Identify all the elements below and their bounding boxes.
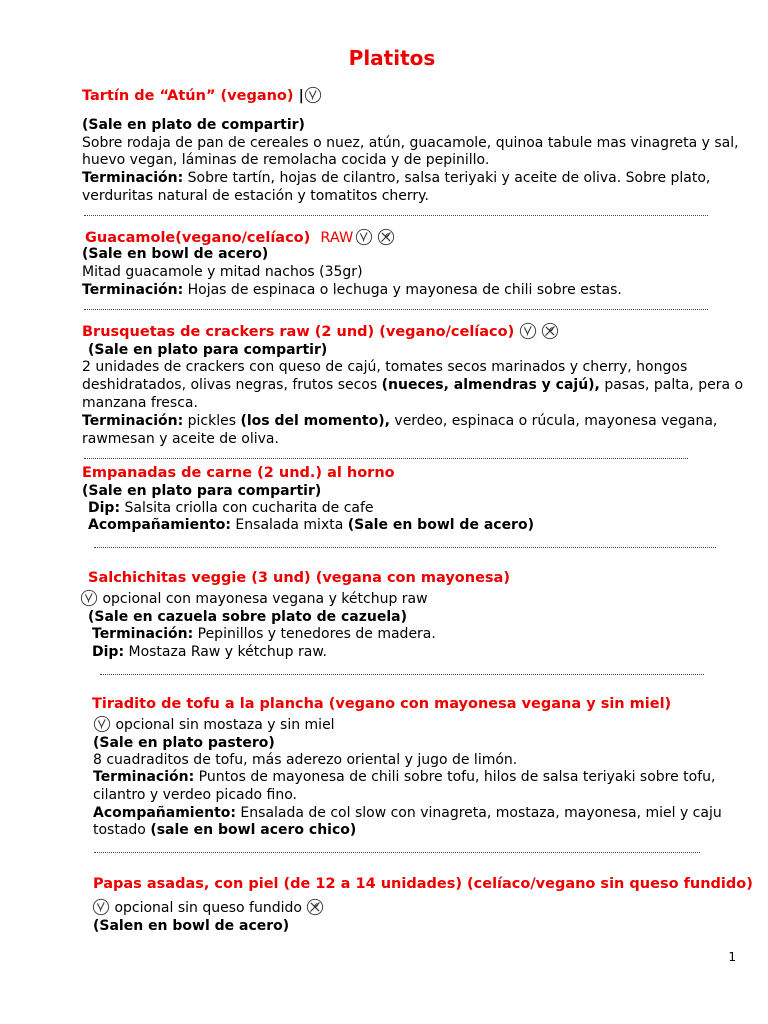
dip-line: Dip: Mostaza Raw y kétchup raw. [92,644,327,660]
dish-heading-tiradito: Tiradito de tofu a la plancha (vegano con mayonesa vegana y sin miel) [92,696,672,712]
termination-line: rawmesan y aceite de oliva. [82,431,279,447]
vegan-leaf-icon [92,898,110,916]
vegan-leaf-icon [304,86,322,104]
description-line: 2 unidades de crackers con queso de cajú, tomates secos marinados y cherry, hongos [82,359,688,375]
termination-line: verduritas natural de estación y tomatitos cherry. [82,188,429,204]
vegan-leaf-icon [519,322,537,340]
description-line: Mitad guacamole y mitad nachos (35gr) [82,264,363,280]
serving-note: (Sale en plato de compartir) [82,117,305,133]
dish-heading-empanadas: Empanadas de carne (2 und.) al horno [82,465,395,481]
description-line: 8 cuadraditos de tofu, más aderezo oriental y jugo de limón. [93,752,518,768]
dish-heading-tartin: Tartín de “Atún” (vegano) | [82,86,322,105]
separator [84,309,708,311]
description-line: huevo vegan, láminas de remolacha cocida y de pepinillo. [82,152,490,168]
termination-line: Terminación: Sobre tartín, hojas de cilantro, salsa teriyaki y aceite de oliva. Sobre plato, [82,170,711,186]
serving-note: (Sale en plato para compartir) [88,342,328,358]
accompaniment-line: tostado (sale en bowl acero chico) [93,822,357,838]
serving-note: (Salen en bowl de acero) [93,918,290,934]
vegan-leaf-icon [355,228,373,246]
serving-note: (Sale en plato para compartir) [82,483,322,499]
termination-line: Terminación: pickles (los del momento), verdeo, espinaca o rúcula, mayonesa vegana, [82,413,718,429]
option-line: opcional sin queso fundido [92,898,324,917]
heading-bar: | [298,88,304,104]
dish-heading-papas: Papas asadas, con piel (de 12 a 14 unidades) (celíaco/vegano sin queso fundido) [93,876,753,892]
separator [84,215,708,217]
gluten-free-icon [541,322,559,340]
vegan-leaf-icon [93,715,111,733]
dish-heading-salchichitas: Salchichitas veggie (3 und) (vegana con mayonesa) [88,570,510,586]
separator [94,547,716,549]
termination-line: Terminación: Puntos de mayonesa de chili sobre tofu, hilos de salsa teriyaki sobre tofu, [93,769,716,785]
description-line: deshidratados, olivas negras, frutos secos (nueces, almendras y cajú), pasas, palta, pera o [82,377,744,393]
gluten-free-icon [377,228,395,246]
dish-heading-guacamole: Guacamole(vegano/celíaco) RAW [85,228,395,247]
dip-line: Dip: Salsita criolla con cucharita de cafe [88,500,374,516]
gluten-free-icon [306,898,324,916]
accompaniment-line: Acompañamiento: Ensalada de col slow con vinagreta, mostaza, mayonesa, miel y caju [93,805,722,821]
separator [100,674,704,676]
serving-note: (Sale en plato pastero) [93,735,275,751]
option-line: opcional sin mostaza y sin miel [93,715,335,734]
termination-line: Terminación: Hojas de espinaca o lechuga y mayonesa de chili sobre estas. [82,282,622,298]
option-line: opcional con mayonesa vegana y kétchup raw [80,589,428,608]
dish-heading-brusquetas: Brusquetas de crackers raw (2 und) (vegano/celíaco) [82,322,559,341]
accompaniment-line: Acompañamiento: Ensalada mixta (Sale en bowl de acero) [88,517,534,533]
description-line: manzana fresca. [82,395,198,411]
separator [94,852,700,854]
serving-note: (Sale en cazuela sobre plato de cazuela) [88,609,407,625]
page-number: 1 [728,950,736,964]
serving-note: (Sale en bowl de acero) [82,246,269,262]
vegan-leaf-icon [80,589,98,607]
termination-line: cilantro y verdeo picado fino. [93,787,297,803]
termination-line: Terminación: Pepinillos y tenedores de madera. [92,626,436,642]
description-line: Sobre rodaja de pan de cereales o nuez, atún, guacamole, quinoa tabule mas vinagreta y sal, [82,135,739,151]
title: Platitos [348,46,436,70]
separator [84,458,688,460]
